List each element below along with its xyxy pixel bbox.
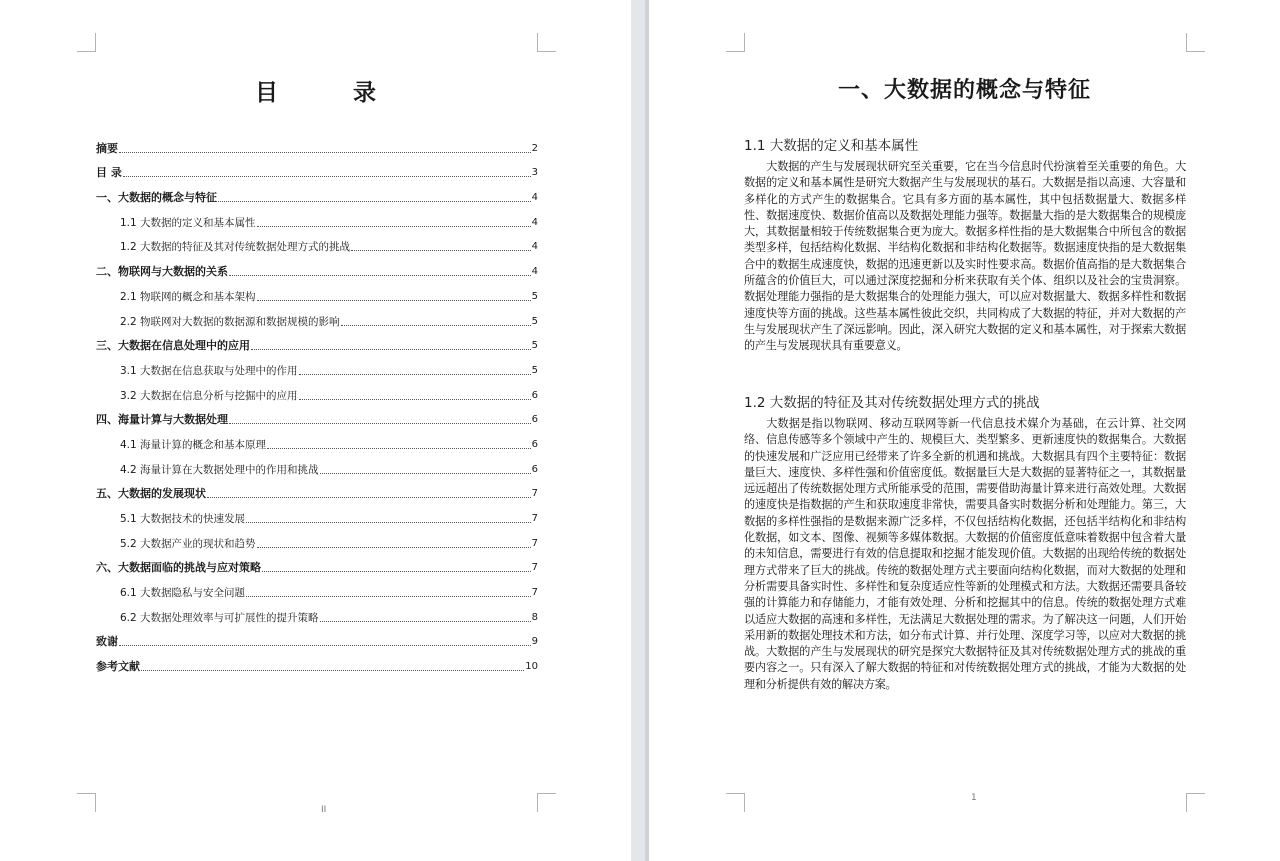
toc-entry[interactable] [96, 254, 538, 279]
toc-entry-page: 2 [531, 142, 538, 154]
page-number: 1 [971, 793, 977, 803]
chapter-title: 一、大数据的概念与特征 [837, 77, 1091, 103]
toc-entry-page: 5 [531, 290, 538, 302]
toc-entry-page: 10 [525, 661, 538, 673]
toc-leader-dots [262, 570, 531, 572]
toc-entry-page: 4 [531, 192, 538, 204]
section-heading: 1.1 大数据的定义和基本属性 [744, 138, 919, 154]
toc-entry-label: 五、大数据的发展现状 [96, 487, 206, 501]
toc-leader-dots [229, 422, 531, 424]
crop-mark [1186, 793, 1205, 812]
section-heading: 1.2 大数据的特征及其对传统数据处理方式的挑战 [744, 395, 1040, 411]
section-body: 大数据的产生与发展现状研究至关重要，它在当今信息时代扮演着至关重要的角色。大数据的定义和基本属性是研究大数据产生与发展现状的基石。大数据是指以高速、大容量和多样化的方式产生的数据集合。它具有多方面的基本属性，其中包括数据量大、数据多样性、数据速度快、数据价值高以及数据处理能力强等。数据量大指的是大数据集合的规模庞大，其数据量相较于传统数据集合更为庞大。数据多样性指的是大数据集合中所包含的数据类型多样，包括结构化数据、半结构化数据和非结构化数据等。数据速度快指的是大数据集合中的数据生成速度快，数据的迅速更新以及实时性要求高。数据价值高指的是大数据集合所蕴含的价值巨大，可以通过深度挖掘和分析来获取有关个体、组织以及社会的宝贵洞察。数据处理能力强指的是大数据集合的处理能力强大，可以应对数据量大、数据多样性和数据速度快等方面的挑战。这些基本属性彼此交织，共同构成了大数据的特征，并对大数据的产生与发展现状产生了深远影响。因此，深入研究大数据的定义和基本属性，对于探索大数据的产生与发展现状具有重要意义。 [744, 160, 1186, 353]
toc-entry-label: 4.1 海量计算的概念和基本原理 [120, 438, 267, 451]
toc-leader-dots [267, 447, 531, 449]
toc-entry[interactable] [96, 403, 538, 428]
toc-entry-label: 1.2 大数据的特征及其对传统数据处理方式的挑战 [120, 241, 351, 254]
toc-entry[interactable] [96, 329, 538, 354]
toc-title: 目 录 [255, 79, 402, 106]
toc-leader-dots [341, 324, 531, 326]
toc-page [0, 0, 631, 861]
toc-entry-page: 5 [531, 315, 538, 327]
toc-entry-page: 9 [531, 636, 538, 648]
toc-entry-label: 摘要 [96, 141, 118, 155]
chapter-page [649, 0, 1280, 861]
toc-entry-page: 7 [531, 513, 538, 524]
toc-leader-dots [119, 644, 531, 646]
toc-entry-label: 二、物联网与大数据的关系 [96, 265, 228, 279]
toc-entry-page: 7 [531, 488, 538, 500]
toc-entry[interactable] [96, 649, 538, 674]
toc-entry[interactable] [96, 279, 538, 304]
toc-entry-label: 三、大数据在信息处理中的应用 [96, 339, 250, 353]
toc-entry[interactable] [96, 625, 538, 650]
toc-entry-label: 2.2 物联网对大数据的数据源和数据规模的影响 [120, 315, 340, 328]
toc-entry-page: 7 [531, 587, 538, 599]
toc-entry-page: 5 [531, 340, 538, 352]
toc-entry-page: 7 [531, 537, 538, 549]
toc-entry-label: 四、海量计算与大数据处理 [96, 413, 228, 427]
crop-mark [1186, 33, 1205, 52]
toc-leader-dots [119, 151, 531, 153]
toc-leader-dots [257, 299, 531, 301]
toc-entry-label: 致谢 [96, 635, 118, 649]
toc-leader-dots [257, 546, 531, 548]
toc-leader-dots [218, 200, 531, 202]
toc-entry-label: 六、大数据面临的挑战与应对策略 [96, 561, 261, 575]
toc-entry[interactable] [96, 477, 538, 502]
toc-entry[interactable] [96, 526, 538, 551]
toc-entry-label: 3.2 大数据在信息分析与挖掘中的应用 [120, 389, 298, 402]
toc-entry-label: 5.1 大数据技术的快速发展 [120, 513, 246, 525]
toc-entry[interactable] [96, 501, 538, 526]
crop-mark [77, 793, 96, 812]
toc-entry-page: 6 [531, 389, 538, 401]
toc-leader-dots [207, 496, 531, 498]
crop-mark [537, 33, 556, 52]
toc-entry[interactable] [96, 131, 538, 156]
toc-entry[interactable] [96, 230, 538, 255]
toc-entry-page: 6 [531, 438, 538, 450]
toc-entry-page: 4 [531, 266, 538, 278]
toc-entry-page: 3 [531, 167, 538, 179]
toc-leader-dots [123, 175, 531, 177]
toc-entry-page: 7 [531, 562, 538, 574]
toc-entry[interactable] [96, 452, 538, 477]
toc-leader-dots [246, 595, 531, 597]
toc-entry-page: 8 [531, 611, 538, 623]
toc-entry-label: 3.1 大数据在信息获取与处理中的作用 [120, 364, 298, 377]
toc-leader-dots [351, 249, 531, 251]
toc-leader-dots [299, 373, 531, 375]
toc-entry[interactable] [96, 304, 538, 329]
toc-leader-dots [251, 348, 531, 350]
toc-entry[interactable] [96, 551, 538, 576]
toc-entry-page: 6 [531, 463, 538, 475]
crop-mark [726, 793, 745, 812]
toc-entry[interactable] [96, 378, 538, 403]
toc-entry-page: 4 [531, 216, 538, 228]
toc-entry-label: 一、大数据的概念与特征 [96, 191, 217, 205]
toc-entry-label: 1.1 大数据的定义和基本属性 [120, 216, 256, 229]
toc-entry-label: 目 录 [96, 166, 122, 180]
toc-entry[interactable] [96, 156, 538, 181]
toc-entry-label: 4.2 海量计算在大数据处理中的作用和挑战 [120, 463, 319, 476]
toc-leader-dots [320, 472, 531, 474]
toc-entry-label: 6.2 大数据处理效率与可扩展性的提升策略 [120, 611, 319, 624]
toc-leader-dots [246, 521, 531, 523]
toc-entry-page: 6 [531, 414, 538, 426]
toc-entry[interactable] [96, 600, 538, 625]
toc-leader-dots [229, 274, 531, 276]
toc-entry[interactable] [96, 353, 538, 378]
crop-mark [726, 33, 745, 52]
toc-leader-dots [320, 620, 531, 622]
toc-leader-dots [299, 398, 531, 400]
toc-entry[interactable] [96, 427, 538, 452]
toc-entry-label: 参考文献 [96, 660, 140, 674]
toc-entry-label: 6.1 大数据隐私与安全问题 [120, 587, 246, 600]
crop-mark [537, 793, 556, 812]
crop-mark [77, 33, 96, 52]
section-body: 大数据是指以物联网、移动互联网等新一代信息技术媒介为基础，在云计算、社交网络、信息传感等多个领域中产生的、规模巨大、类型繁多、更新速度快的数据集合。大数据的快速发展和广泛应用已经带来了许多全新的机遇和挑战。大数据具有四个主要特征：数据量巨大、速度快、多样性强和价值密度低。数据量巨大是大数据的显著特征之一，其数据量远远超出了传统数据处理方式所能承受的范围，需要借助海量计算来进行高效处理。大数据的速度快是指数据的产生和获取速度非常快，需要具备实时数据分析和处理能力。第三，大数据的多样性强指的是数据来源广泛多样，不仅包括结构化数据，还包括半结构化和非结构化数据，如文本、图像、视频等多媒体数据。大数据的价值密度低意味着数据中包含着大量的未知信息，需要进行有效的信息提取和挖掘才能发现价值。大数据的出现给传统的数据处理方式带来了巨大的挑战。传统的数据处理方式主要面向结构化数据，而对大数据的处理和分析需要具备实时性、多样性和复杂度适应性等新的处理模式和方法。大数据还需要具备较强的计算能力和存储能力，才能有效处理、分析和挖掘其中的信息。传统的数据处理方式难以适应大数据的高速和多样性，无法满足大数据处理的需求。为了解决这一问题，人们开始采用新的数据处理技术和方法，如分布式计算、并行处理、深度学习等，以应对大数据的挑战。大数据的产生与发展现状的研究是探究大数据特征及其对传统数据处理方式的挑战的重要内容之一。只有深入了解大数据的特征和对传统数据处理方式的挑战，才能为大数据的处理和分析提供有效的解决方案。 [744, 417, 1186, 691]
toc-entry-page: 4 [531, 241, 538, 253]
toc-entry[interactable] [96, 180, 538, 205]
toc-entry[interactable] [96, 575, 538, 600]
toc-entry-label: 2.1 物联网的概念和基本架构 [120, 290, 256, 303]
toc-entry-label: 5.2 大数据产业的现状和趋势 [120, 537, 256, 550]
toc-leader-dots [141, 669, 524, 671]
toc-entry-page: 5 [531, 364, 538, 376]
toc-entry[interactable] [96, 205, 538, 230]
page-number: II [321, 805, 327, 815]
toc-list [96, 131, 538, 674]
toc-leader-dots [257, 225, 531, 227]
